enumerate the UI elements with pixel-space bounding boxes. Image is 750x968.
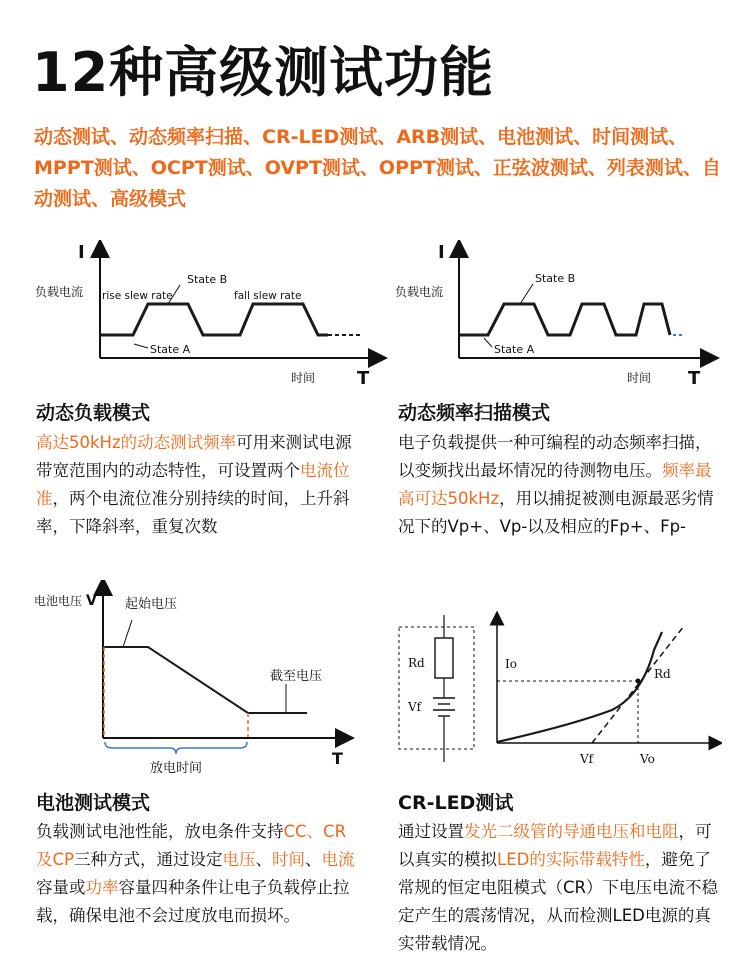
vo-axis-label: Vo (640, 752, 655, 766)
waveform (459, 304, 670, 335)
section-title-battery: 电池测试模式 (36, 792, 151, 814)
section-body-crled: 通过设置发光二级管的导通电压和电阻，可以真实的模拟LED的实际带载特性，避免了常规的恒定电阻模式（CR）下电压电流不稳定产生的震荡情况，从而检测LED电源的真实带载情况。 (398, 822, 718, 953)
io-label: Io (505, 657, 517, 671)
section-body-dynamic: 高达50kHz的动态测试频率可用来测试电源带宽范围内的动态特性，可设置两个电流位准，两个电流位准分别持续的时间，上升斜率，下降斜率，重复次数 (36, 433, 352, 536)
y-axis-label: I (78, 242, 85, 263)
state-b-label: State B (187, 273, 228, 286)
discharge-brace (105, 742, 247, 754)
x-axis-label: T (688, 368, 701, 389)
waveform (100, 304, 328, 335)
vf-axis-label: Vf (580, 752, 594, 766)
section-title-crled: CR-LED测试 (398, 792, 514, 814)
frequency-sweep-diagram (392, 240, 722, 395)
x-axis-label: T (332, 749, 343, 768)
y-axis-label: V (86, 593, 97, 609)
iv-curve (497, 632, 662, 742)
dynamic-load-diagram (30, 240, 390, 395)
x-caption: 时间 (291, 371, 316, 385)
state-a-label: State A (494, 343, 535, 356)
rd-tangent-label: Rd (654, 667, 671, 681)
vf-label: Vf (408, 700, 422, 714)
page-title: 12种高级测试功能 (32, 41, 495, 104)
fall-label: fall slew rate (234, 290, 302, 302)
state-b-label: State B (535, 272, 576, 285)
section-title-sweep: 动态频率扫描模式 (398, 402, 551, 424)
section-title-dynamic: 动态负载模式 (36, 402, 151, 424)
discharge-time-label: 放电时间 (150, 761, 203, 776)
resistor (435, 638, 453, 678)
section-body-battery: 负载测试电池性能，放电条件支持CC、CR及CP三种方式，通过设定电压、时间、电流容量或功率容量四种条件让电子负载停止拉载，确保电池不会过度放电而损坏。 (36, 822, 355, 925)
x-caption: 时间 (627, 371, 652, 385)
rise-label: rise slew rate (102, 290, 173, 302)
state-a-label: State A (150, 343, 191, 356)
start-voltage-label: 起始电压 (125, 597, 178, 612)
led-model-diagram (392, 610, 722, 775)
y-caption: 电池电压 (34, 594, 83, 608)
rd-label: Rd (408, 656, 425, 670)
battery-discharge-diagram (30, 580, 360, 780)
section-body-sweep: 电子负载提供一种可编程的动态频率扫描，以变频找出最坏情况的待测物电压。频率最高可达50kHz，用以捕捉被测电源最恶劣情况下的Vp+、Vp-以及相应的Fp+、Fp- (398, 433, 714, 536)
cutoff-voltage-label: 截至电压 (270, 669, 323, 684)
y-caption: 负载电流 (35, 285, 84, 299)
feature-list: 动态测试、动态频率扫描、CR-LED测试、ARB测试、电池测试、时间测试、MPPT测试、OCPT测试、OVPT测试、OPPT测试、正弦波测试、列表测试、自动测试、高级模式 (34, 126, 721, 210)
x-axis-label: T (357, 368, 370, 389)
y-caption: 负载电流 (395, 285, 444, 299)
y-axis-label: I (438, 242, 445, 263)
